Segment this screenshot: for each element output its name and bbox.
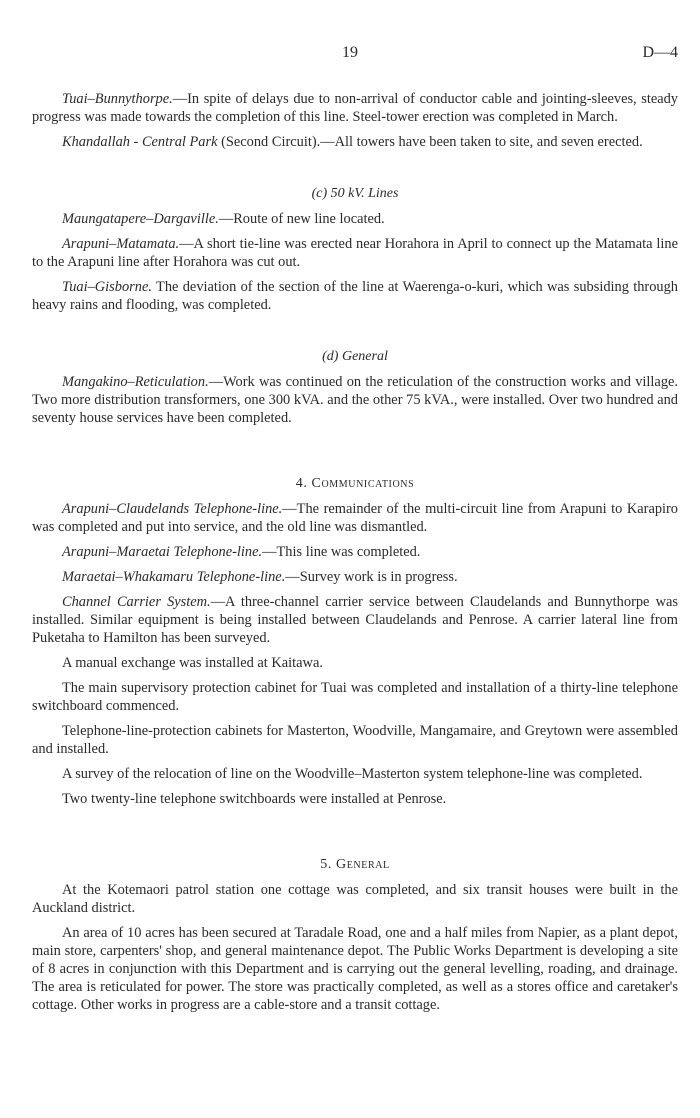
document-reference: D—4 <box>642 44 678 61</box>
paragraph-kotemaori: At the Kotemaori patrol station one cottage was completed, and six transit houses were built in the Auckland district. <box>32 882 678 916</box>
page-header <box>0 44 700 68</box>
paragraph-text: —Work was continued on the reticulation of the construction works and village. Two more distribution transformers, one 300 kVA. and the other 75 kVA., were installed. Over two hundred and seventy house services have been completed. <box>32 374 678 426</box>
paragraph-lead: Arapuni–Matamata. <box>62 236 180 252</box>
section-heading-communications: 4. Communications <box>295 476 415 491</box>
paragraph-lead: Maungatapere–Dargaville. <box>62 211 219 227</box>
paragraph-manual-exchange: A manual exchange was installed at Kaitawa. <box>62 655 323 671</box>
paragraph-protection-cabinets: Telephone-line-protection cabinets for Masterton, Woodville, Mangamaire, and Greytown were assembled and installed. <box>32 723 678 757</box>
paragraph-arapuni-matamata <box>32 235 678 271</box>
paragraph-text: —This line was completed. <box>262 544 421 560</box>
paragraph-lead: Khandallah - Central Park <box>62 134 218 150</box>
paragraph-lead: Mangakino–Reticulation. <box>62 374 209 390</box>
paragraph-tuai-bunnythorpe <box>32 90 678 126</box>
paragraph-arapuni-maraetai <box>32 543 678 561</box>
paragraph-maraetai-whakamaru <box>32 568 678 586</box>
section-heading-5-general: 5. General <box>320 857 390 872</box>
paragraph-supervisory-cabinet: The main supervisory protection cabinet for Tuai was completed and installation of a thirty-line telephone switchboard commenced. <box>32 680 678 714</box>
paragraph-relocation-survey: A survey of the relocation of line on the Woodville–Masterton system telephone-line was completed. <box>62 766 643 782</box>
paragraph-lead: Maraetai–Whakamaru Telephone-line. <box>62 569 286 585</box>
paragraph-text: —A short tie-line was erected near Horahora in April to connect up the Matamata line to the Arapuni line after Horahora was cut out. <box>32 236 678 270</box>
page-number: 19 <box>342 44 358 61</box>
paragraph-text: —In spite of delays due to non-arrival of conductor cable and jointing-sleeves, steady progress was made towards the completion of this line. Steel-tower erection was completed in March. <box>32 91 678 125</box>
paragraph-tuai-gisborne <box>32 278 678 314</box>
paragraph-switchboards: Two twenty-line telephone switchboards were installed at Penrose. <box>62 791 447 807</box>
paragraph-channel-carrier <box>32 593 678 647</box>
paragraph-maungatapere <box>32 210 678 228</box>
paragraph-lead: Tuai–Bunnythorpe. <box>62 91 173 107</box>
section-heading-50kv-lines: (c) 50 kV. Lines <box>311 186 399 201</box>
paragraph-taradale: An area of 10 acres has been secured at Taradale Road, one and a half miles from Napier, as a plant depot, main store, carpenters' shop, and general maintenance depot. The Public Works Department is developing a site of 8 acres in conjunction with this Department and is carrying out the general levelling, roading, and drainage. The area is reticulated for power. The store was practically completed, as well as a stores office and caretaker's cottage. Other works in progress are a cable-store and a transit cottage. <box>32 925 678 1013</box>
paragraph-arapuni-claudelands <box>32 500 678 536</box>
paragraph-lead: Channel Carrier System. <box>62 594 211 610</box>
paragraph-text: —The remainder of the multi-circuit line from Arapuni to Karapiro was completed and put into service, and the old line was dismantled. <box>32 501 679 535</box>
paragraph-khandallah <box>32 133 678 151</box>
paragraph-lead: Arapuni–Claudelands Telephone-line. <box>62 501 283 517</box>
paragraph-text: —A three-channel carrier service between Claudelands and Bunnythorpe was installed. Similar equipment is being installed between Claudelands and Penrose. A carrier lateral line from Puketaha to Hamilton has been surveyed. <box>32 594 678 646</box>
paragraph-text: The deviation of the section of the line at Waerenga-o-kuri, which was subsiding through heavy rains and flooding, was completed. <box>32 279 678 313</box>
document-body <box>32 90 678 1014</box>
section-heading-general: (d) General <box>322 349 388 364</box>
paragraph-lead: Arapuni–Maraetai Telephone-line. <box>62 544 263 560</box>
paragraph-mangakino <box>32 373 678 427</box>
paragraph-text: (Second Circuit).—All towers have been taken to site, and seven erected. <box>217 134 643 150</box>
paragraph-lead: Tuai–Gisborne. <box>62 279 152 295</box>
paragraph-text: —Route of new line located. <box>218 211 385 227</box>
paragraph-text: —Survey work is in progress. <box>285 569 458 585</box>
